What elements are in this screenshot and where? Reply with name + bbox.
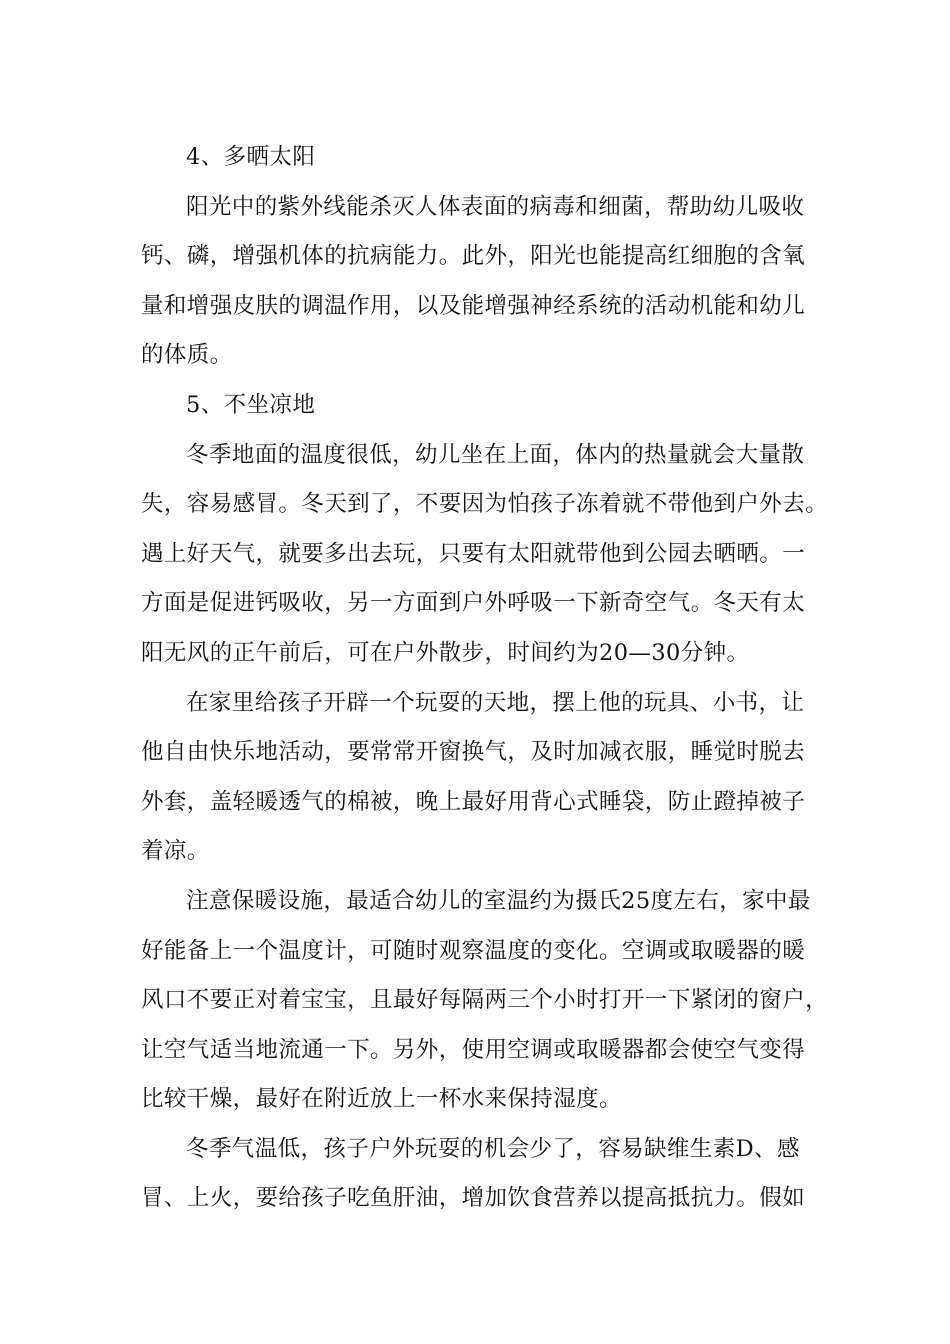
text-line: 方面是促进钙吸收，另一方面到户外呼吸一下新奇空气。冬天有太: [141, 590, 806, 617]
text-line: 量和增强皮肤的调温作用，以及能增强神经系统的活动机能和幼儿: [141, 292, 806, 319]
text-line: 钙、磷，增强机体的抗病能力。此外，阳光也能提高红细胞的含氧: [141, 243, 806, 270]
text-line: 比较干燥，最好在附近放上一杯水来保持湿度。: [141, 1086, 622, 1113]
text-line: 冒、上火，要给孩子吃鱼肝油，增加饮食营养以提高抵抗力。假如: [141, 1185, 806, 1212]
text-line: 外套，盖轻暖透气的棉被，晚上最好用背心式睡袋，防止蹬掉被子: [141, 788, 806, 815]
text-line: 冬季气温低，孩子户外玩耍的机会少了，容易缺维生素D、感: [186, 1135, 800, 1162]
text-line: 在家里给孩子开辟一个玩耍的天地，摆上他的玩具、小书，让: [186, 689, 805, 716]
text-line: 风口不要正对着宝宝，且最好每隔两三个小时打开一下紧闭的窗户，: [141, 987, 829, 1014]
text-line: 让空气适当地流通一下。另外，使用空调或取暖器都会使空气变得: [141, 1036, 806, 1063]
text-line: 的体质。: [141, 342, 233, 369]
section-heading: 4、多晒太阳: [186, 144, 316, 170]
section-heading: 5、不坐凉地: [186, 391, 316, 418]
document-body: [141, 133, 829, 1224]
text-line: 注意保暖设施，最适合幼儿的室温约为摄氏25度左右，家中最: [186, 887, 811, 914]
text-line: 失，容易感冒。冬天到了，不要因为怕孩子冻着就不带他到户外去。: [141, 491, 829, 518]
text-line: 着凉。: [141, 838, 210, 865]
text-line: 好能备上一个温度计，可随时观察温度的变化。空调或取暖器的暖: [141, 937, 806, 964]
text-line: 遇上好天气，就要多出去玩，只要有太阳就带他到公园去晒晒。一: [141, 540, 806, 567]
text-line: 他自由快乐地活动，要常常开窗换气，及时加减衣服，睡觉时脱去: [141, 739, 806, 766]
text-line: 冬季地面的温度很低，幼儿坐在上面，体内的热量就会大量散: [186, 441, 805, 468]
text-line: 阳无风的正午前后，可在户外散步，时间约为20—30分钟。: [141, 639, 750, 666]
text-line: 阳光中的紫外线能杀灭人体表面的病毒和细菌，帮助幼儿吸收: [186, 193, 805, 220]
